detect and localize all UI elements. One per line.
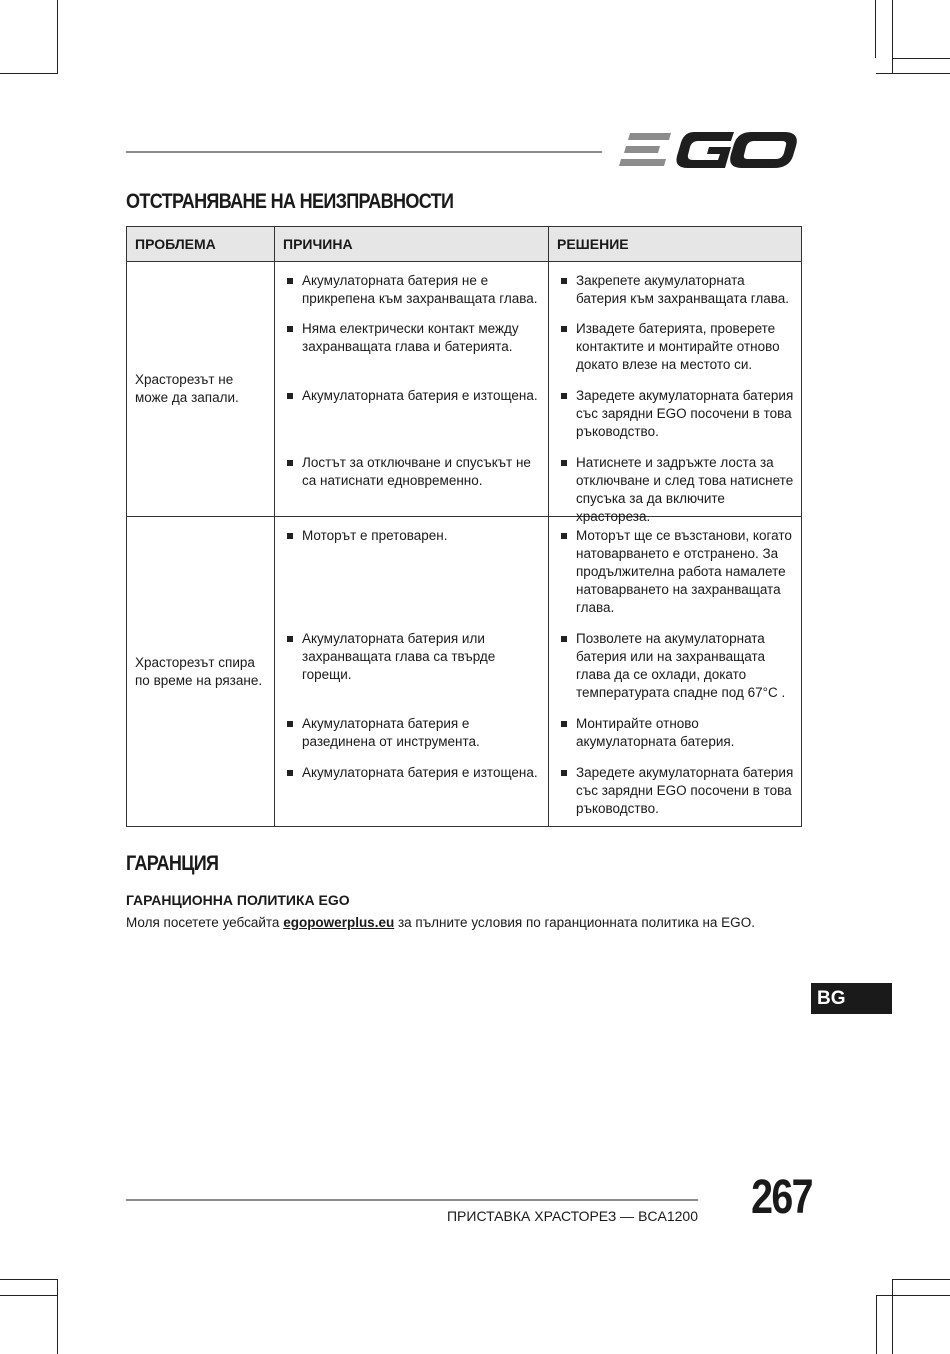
- solution-item: Извадете батерията, проверете контактите и монтирайте отново докато влезе на местото си.: [559, 320, 795, 387]
- cause-item: Моторът е претоварен.: [285, 527, 542, 630]
- troubleshooting-title: ОТСТРАНЯВАНЕ НА НЕИЗПРАВНОСТИ: [126, 190, 454, 213]
- solution-cell: [549, 262, 802, 524]
- bullet-icon: [287, 393, 293, 399]
- cause-item: Лостът за отключване и спусъкът не са натиснати едновременно.: [285, 454, 542, 508]
- bullet-icon: [287, 278, 293, 284]
- column-header-problem: ПРОБЛЕМА: [127, 227, 275, 262]
- bullet-icon: [561, 278, 567, 284]
- bullet-icon: [561, 460, 567, 466]
- warranty-text-start: Моля посетете уебсайта: [126, 915, 284, 930]
- warranty-website-link[interactable]: egopowerplus.eu: [283, 915, 395, 930]
- bullet-icon: [287, 533, 293, 539]
- footer-product-name: ПРИСТАВКА ХРАСТОРЕЗ — BCA1200: [446, 1208, 698, 1224]
- warranty-policy-title: ГАРАНЦИОННА ПОЛИТИКА EGO: [126, 892, 350, 908]
- solution-item: Заредете акумулаторната батерия със зарядни EGO посочени в това ръководство.: [559, 764, 795, 818]
- bullet-icon: [561, 770, 567, 776]
- bullet-icon: [561, 393, 567, 399]
- solution-item: Закрепете акумулаторната батерия към захранващата глава.: [559, 272, 795, 320]
- table-row: [127, 262, 802, 517]
- bullet-icon: [561, 533, 567, 539]
- bullet-icon: [561, 721, 567, 727]
- table-header-row: [127, 227, 802, 262]
- bullet-icon: [287, 721, 293, 727]
- header-rule: [126, 151, 602, 153]
- cause-item: Акумулаторната батерия е изтощена.: [285, 764, 542, 818]
- solution-item: Заредете акумулаторната батерия със зарядни EGO посочени в това ръководство.: [559, 387, 795, 454]
- cause-item: Акумулаторната батерия или захранващата глава са твърде горещи.: [285, 630, 542, 715]
- bullet-icon: [287, 770, 293, 776]
- warranty-paragraph: [126, 915, 755, 930]
- cause-cell: [275, 517, 549, 827]
- problem-cell: Храсторезът не може да запали.: [127, 262, 275, 517]
- solution-item: Позволете на акумулаторната батерия или на захранващата глава да се охлади, докато температурата спадне под 67°C .: [559, 630, 795, 715]
- ego-logo: [616, 128, 800, 172]
- solution-item: Натиснете и задръжте лоста за отключване и след това натиснете спусъка за да включите храстореза.: [559, 454, 795, 508]
- cause-item: Акумулаторната батерия е разединена от инструмента.: [285, 715, 542, 764]
- footer-rule: [126, 1199, 698, 1201]
- warranty-title: ГАРАНЦИЯ: [126, 852, 219, 875]
- column-header-cause: ПРИЧИНА: [275, 227, 549, 262]
- bullet-icon: [287, 460, 293, 466]
- bullet-icon: [561, 326, 567, 332]
- warranty-text-end: за пълните условия по гаранционната политика на EGO.: [394, 915, 755, 930]
- cause-cell: [275, 262, 549, 517]
- problem-cell: Храсторезът спира по време на рязане.: [127, 517, 275, 827]
- solution-cell: [549, 517, 802, 827]
- bullet-icon: [561, 636, 567, 642]
- language-tab: BG: [811, 983, 892, 1014]
- cause-item: Няма електрически контакт между захранващата глава и батерията.: [285, 320, 542, 387]
- cause-item: Акумулаторната батерия е изтощена.: [285, 387, 542, 454]
- cause-item: Акумулаторната батерия не е прикрепена към захранващата глава.: [285, 272, 542, 320]
- troubleshooting-table: [126, 226, 802, 827]
- column-header-solution: РЕШЕНИЕ: [549, 227, 802, 262]
- solution-item: Моторът ще се възстанови, когато натоварването е отстранено. За продължителна работа намалете натоварването на захранващата глава.: [559, 527, 795, 630]
- bullet-icon: [287, 326, 293, 332]
- table-row: [127, 517, 802, 827]
- page-number: 267: [751, 1171, 812, 1224]
- solution-item: Монтирайте отново акумулаторната батерия.: [559, 715, 795, 764]
- bullet-icon: [287, 636, 293, 642]
